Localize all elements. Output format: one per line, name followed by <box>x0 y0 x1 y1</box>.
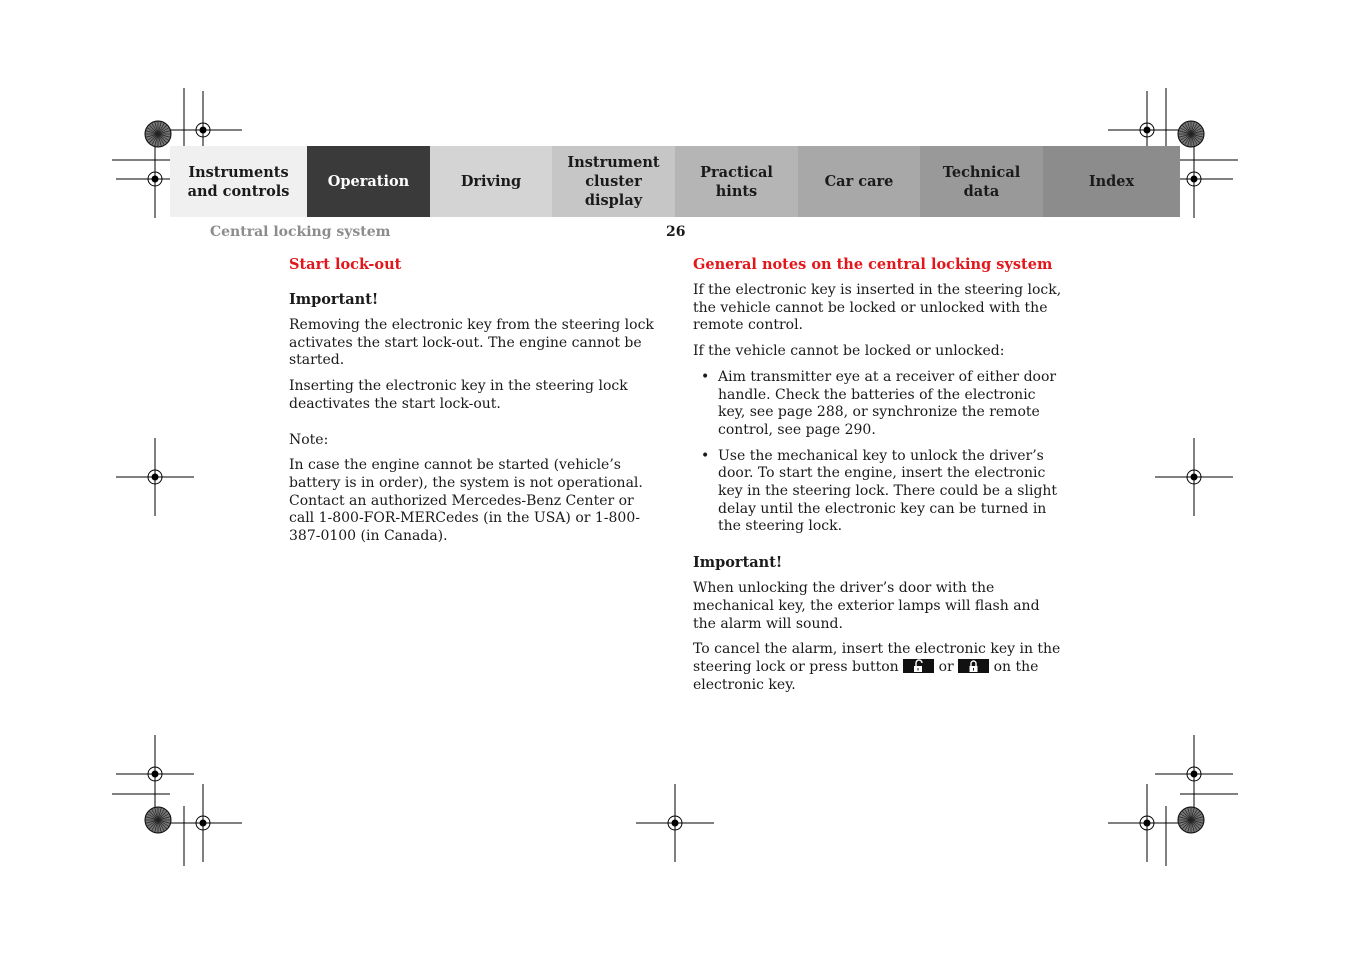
bullet-list <box>693 369 1065 536</box>
crosshair-mark <box>116 438 194 516</box>
important-label: Important! <box>693 554 783 572</box>
lock-button-icon <box>958 659 989 673</box>
start-lockout-heading: Start lock-out <box>289 256 402 273</box>
section-title: Central locking system <box>210 224 391 240</box>
crosshair-mark <box>1108 784 1186 862</box>
crosshair-mark <box>636 784 714 862</box>
tab-car-care[interactable]: Car care <box>798 146 920 217</box>
paragraph: If the vehicle cannot be locked or unlocked: <box>693 343 1005 360</box>
color-rosette-mark <box>1178 807 1204 833</box>
crosshair-mark <box>164 784 242 862</box>
list-item: • Use the mechanical key to unlock the driver’s door. To start the engine, insert the electronic key in the steering lock. There could be a slight delay until the electronic key can be turned in the steering lock. <box>693 448 1065 537</box>
tab-index[interactable]: Index <box>1043 146 1180 217</box>
important-label: Important! <box>289 291 379 308</box>
tab-practical-hints[interactable]: Practical hints <box>675 146 798 217</box>
crosshair-mark <box>116 735 194 813</box>
color-rosette-mark <box>145 807 171 833</box>
note-text: In case the engine cannot be started (vehicle’s battery is in order), the system is not operational. Contact an authorized Mercedes-Benz Center or call 1-800-FOR-MERCedes (in the USA) or 1-800-387-0100 (in Canada). <box>289 457 643 545</box>
note-label: Note: <box>289 431 329 448</box>
color-rosette-mark <box>1178 121 1204 147</box>
tab-instrument-cluster-display[interactable]: Instrument cluster display <box>552 146 675 217</box>
crosshair-mark <box>1155 438 1233 516</box>
alarm-cancel-paragraph: To cancel the alarm, insert the electronic key in the steering lock or press button or on the electronic key. <box>693 641 1061 693</box>
list-item: • Aim transmitter eye at a receiver of either door handle. Check the batteries of the electronic key, see page 288, or synchronize the remote control, see page 290. <box>693 369 1065 440</box>
paragraph: If the electronic key is inserted in the steering lock, the vehicle cannot be locked or unlocked with the remote control. <box>693 282 1062 334</box>
paragraph: Inserting the electronic key in the steering lock deactivates the start lock-out. <box>289 378 628 412</box>
tab-instruments-and-controls[interactable]: Instruments and controls <box>170 146 307 217</box>
paragraph: When unlocking the driver’s door with the mechanical key, the exterior lamps will flash and the alarm will sound. <box>693 580 1040 632</box>
tab-technical-data[interactable]: Technical data <box>920 146 1043 217</box>
page-number: 26 <box>666 224 686 240</box>
color-rosette-mark <box>145 121 171 147</box>
general-notes-heading: General notes on the central locking system <box>693 256 1053 273</box>
chapter-tabs <box>170 146 1180 217</box>
tab-operation[interactable]: Operation <box>307 146 430 217</box>
left-column <box>289 256 661 554</box>
crosshair-mark <box>1155 735 1233 813</box>
paragraph: Removing the electronic key from the steering lock activates the start lock-out. The engine cannot be started. <box>289 317 654 369</box>
unlock-button-icon <box>903 659 934 673</box>
tab-driving[interactable]: Driving <box>430 146 552 217</box>
right-column <box>693 256 1065 702</box>
